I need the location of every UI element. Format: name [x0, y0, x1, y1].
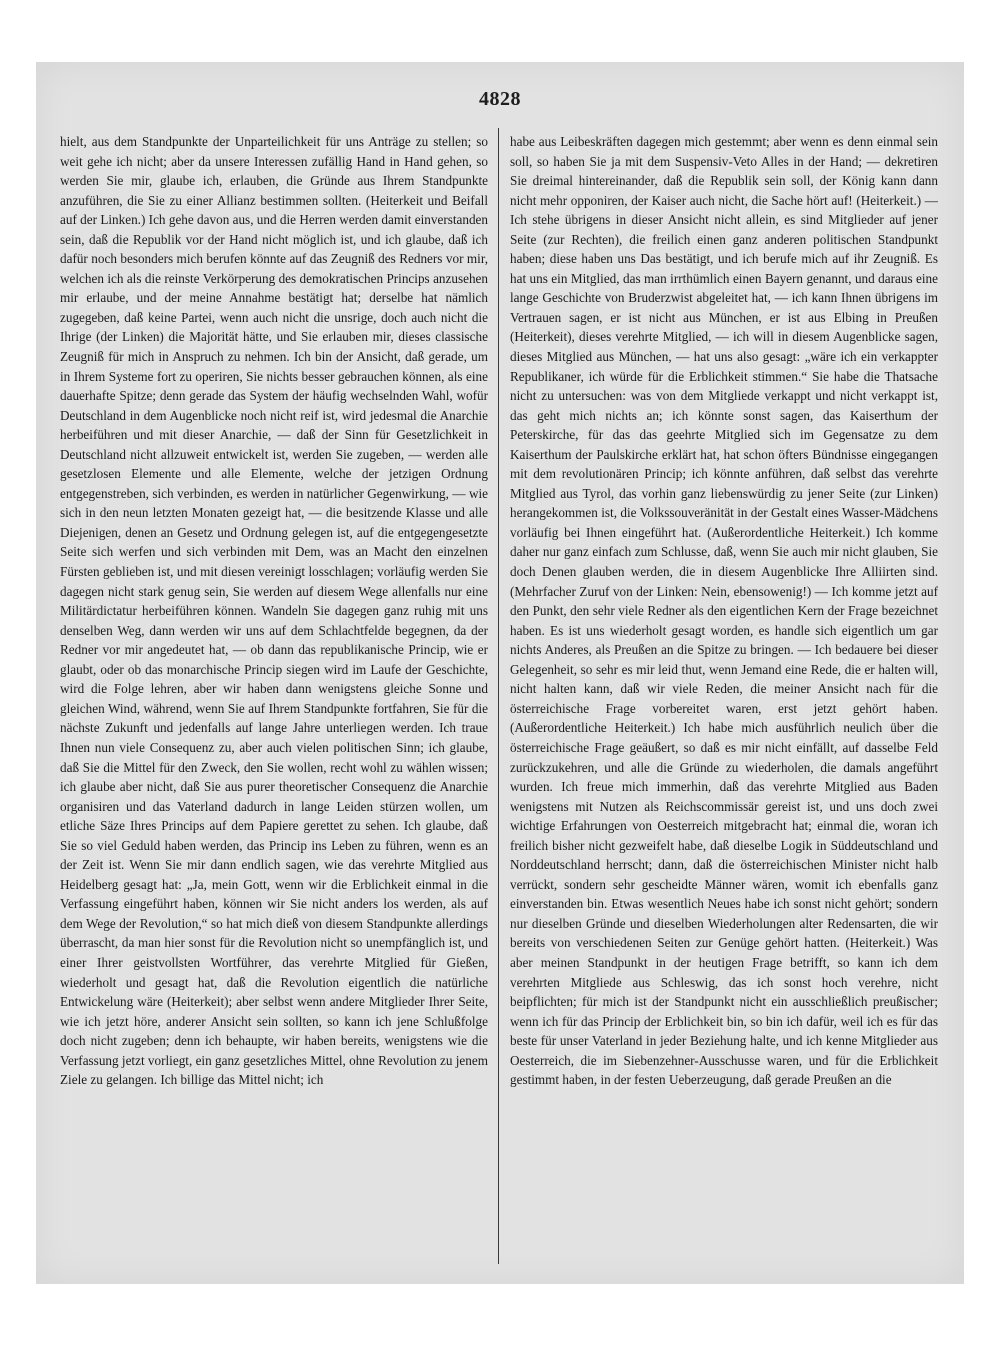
- text-column-right: [510, 132, 938, 1260]
- column-text: hielt, aus dem Standpunkte der Unparteilichkeit für uns Anträge zu stellen; so weit gehe ich nicht; aber da unsere Interessen zufällig Hand in Hand gehen, so werden Sie mir, glaube ich, erlauben, die Gründe aus Ihrem Standpunkte anzuführen, die Sie zu einer Allianz bestimmen sollten. (Heiterkeit und Beifall auf der Linken.) Ich gehe davon aus, und die Herren werden damit einverstanden sein, daß die Republik vor der Hand nicht möglich ist, und ich glaube, daß ich dafür noch besonders mich berufen könnte auf das Zeugniß des Redners vor mir, welchen ich als die reinste Verkörperung des demokratischen Princips anzusehen mir erlaube, und der meine Annahme bestätigt hat; derselbe hat nämlich zugegeben, daß keine Partei, wenn auch nicht die unsrige, doch auch nicht die Ihrige (der Linken) die Majorität hätte, und Sie erlauben mir, dieses classische Zeugniß für mich in Anspruch zu nehmen. Ich bin der Ansicht, daß gerade, um in Ihrem Systeme fort zu operiren, Sie nichts besser gebrauchen können, als eine dauerhafte Spitze; denn gerade das System der häufig wechselnden Wahl, wofür Deutschland in dem Augenblicke noch nicht reif ist, wird jedesmal die Anarchie herbeiführen und mit dieser Anarchie, — daß der Sinn für Gesetzlichkeit in Deutschland nicht allzuweit entwickelt ist, werden Sie zugeben, — werden alle gesetzlosen Elemente und alle Elemente, welche der jetzigen Ordnung entgegenstreben, sich verbinden, es werden in natürlicher Gegenwirkung, — wie sich in den neun letzten Monaten gezeigt hat, — die besitzende Klasse und alle Diejenigen, denen an Gesetz und Ordnung gelegen ist, auf die entgegengesetzte Seite sich werfen und sich verbinden mit Dem, was an Macht den einzelnen Fürsten geblieben ist, und mit diesen vereinigt losschlagen; vorläufig werden Sie dagegen nicht stark genug sein, Sie werden auf diesem Wege allenfalls nur eine Militärdictatur herbeiführen können. Wandeln Sie dagegen ganz ruhig mit uns denselben Weg, dann werden wir uns auf dem Schlachtfelde begegnen, da der Redner vor mir angedeutet hat, — ob dann das republikanische Princip, wie er glaubt, oder ob das monarchische Princip siegen wird im Laufe der Geschichte, wird die Folge lehren, aber wir haben dann wenigstens gleiche Sonne und gleichen Wind, während, wenn Sie auf Ihrem Standpunkte fortfahren, Sie für die nächste Zukunft und jedenfalls auf lange Jahre unterliegen werden. Ich traue Ihnen nun viele Consequenz zu, aber auch vielen politischen Sinn; ich glaube, daß Sie die Mittel für den Zweck, den Sie wollen, recht wohl zu wählen wissen; ich glaube aber nicht, daß Sie aus purer theoretischer Consequenz die Anarchie organisiren und das Vaterland dadurch in lange Leiden stürzen wollen, um etliche Säze Ihres Princips auf dem Papiere gerettet zu sehen. Ich glaube, daß Sie so viel Geduld haben werden, das Princip ins Leben zu führen, wenn es an der Zeit ist. Wenn Sie mir dann endlich sagen, wie das verehrte Mitglied aus Heidelberg gesagt hat: „Ja, mein Gott, wenn wir die Erblichkeit einmal in die Verfassung eingeführt haben, können wir Sie nicht anders los werden, als auf dem Wege der Revolution,“ so hat mich dieß von diesem Standpunkte allerdings überrascht, da man hier sonst für die Revolution nicht so unempfänglich ist, und einer Ihrer geistvollsten Wortführer, das verehrte Mitglied für Gießen, wiederholt und gesagt hat, daß die Revolution eigentlich die natürliche Entwickelung wäre (Heiterkeit); aber selbst wenn andere Mitglieder Ihrer Seite, wie ich jetzt höre, anderer Ansicht sein sollten, so kann ich jene Schlußfolge doch nicht zugeben; denn ich behaupte, wir haben bereits, wenigstens wie die Verfassung jetzt vorliegt, ein ganz gesetzliches Mittel, ohne Revolution zu jenem Ziele zu gelangen. Ich billige das Mittel nicht; ich: [60, 134, 488, 1088]
- column-text: habe aus Leibeskräften dagegen mich gestemmt; aber wenn es denn einmal sein soll, so haben Sie ja mit dem Suspensiv-Veto Alles in der Hand; — dekretiren Sie dreimal hintereinander, daß die Republik sein soll, der König kann dann nicht mehr opponiren, der Kaiser auch nicht, die Sache hört auf! (Heiterkeit.) — Ich stehe übrigens in dieser Ansicht nicht allein, es sind Mitglieder auf jener Seite (zur Rechten), die freilich einen ganz anderen politischen Standpunkt haben; diese haben uns Das bestätigt, und ich berufe mich auf ihr Zeugniß. Es hat uns ein Mitglied, das man irrthümlich einen Bayern genannt, und daraus eine lange Geschichte von Bruderzwist abgeleitet hat, — ich kann Ihnen übrigens im Vertrauen sagen, er ist nicht aus München, er ist aus Elbing in Preußen (Heiterkeit), dieses verehrte Mitglied, — ich will in diesem Augenblicke sagen, dieses Mitglied aus München, — hat uns also gesagt: „wäre ich ein verkappter Republikaner, ich würde für die Erblichkeit stimmen.“ Sie habe die Thatsache nicht zu untersuchen: was von dem Mitgliede verkappt und nicht verkappt ist, das geht mich nichts an; ich könnte sonst sagen, das Kaiserthum der Peterskirche, für das das geehrte Mitglied sich im Gegensatze zu dem Kaiserthum der Paulskirche erklärt hat, hat schon öfters Bündnisse eingegangen mit dem revolutionären Princip; ich könnte anführen, daß selbst das verehrte Mitglied aus Tyrol, das vorhin ganz liebenswürdig zu jener Seite (zur Linken) herangekommen ist, die Volkssouveränität in der Gestalt eines Wasser-Mädchens vorläufig bei Ihnen eingeführt hat. (Außerordentliche Heiterkeit.) Ich komme daher nur ganz einfach zum Schlusse, daß, wenn Sie auch mir nicht glauben, Sie doch Denen glauben werden, die in diesem Augenblicke Ihre Alliirten sind. (Mehrfacher Zuruf von der Linken: Nein, ebensowenig!) — Ich komme jetzt auf den Punkt, den sehr viele Redner als den eigentlichen Kern der Frage bezeichnet haben. Es ist uns wiederholt gesagt worden, es handle sich eigentlich um gar nichts Anderes, als Preußen an die Spitze zu bringen. — Ich bedauere bei dieser Gelegenheit, so sehr es mir leid thut, wenn Jemand eine Rede, die er halten will, nicht halten kann, daß wir viele Reden, die meiner Ansicht nach für die österreichische Frage vorbereitet waren, erst jetzt gehört haben. (Außerordentliche Heiterkeit.) Ich habe mich ausführlich neulich über die österreichische Frage geäußert, so daß es mir nicht einfällt, auf dasselbe Feld zurückzukehren, und alle die Gründe zu wiederholen, die damals angeführt wurden. Ich freue mich immerhin, daß das verehrte Mitglied aus Baden wenigstens mit Nutzen als Reichscommissär gereist ist, und uns doch zwei wichtige Erfahrungen von Oesterreich mitgebracht hat; einmal die, woran ich freilich bisher nicht gezweifelt habe, daß dieselbe Logik in Süddeutschland und Norddeutschland herrscht; dann, daß die österreichischen Minister nicht halb verrückt, sondern sehr gescheidte Männer wären, womit ich ebenfalls ganz einverstanden bin. Etwas wesentlich Neues habe ich sonst nicht gehört; sondern nur dieselben Gründe und dieselben Wiederholungen alter Redensarten, die wir bereits von verschiedenen Seiten zur Genüge gehört hatten. (Heiterkeit.) Was aber meinen Standpunkt in der heutigen Frage betrifft, so kann ich dem verehrten Mitgliede aus Schleswig, das ich sonst hoch verehre, nicht beipflichten; für mich ist der Standpunkt nicht ein ausschließlich preußischer; wenn ich für das Princip der Erblichkeit bin, so bin ich dafür, weil ich es für das beste für unser Vaterland in jeder Beziehung halte, und ich kenne Mitglieder aus Oesterreich, die im Siebenzehner-Ausschusse waren, und für die Erblichkeit gestimmt haben, in der festen Ueberzeugung, daß gerade Preußen an die: [510, 134, 938, 1088]
- column-divider: [498, 128, 499, 1264]
- text-column-left: [60, 132, 488, 1260]
- page-number: 4828: [479, 88, 521, 110]
